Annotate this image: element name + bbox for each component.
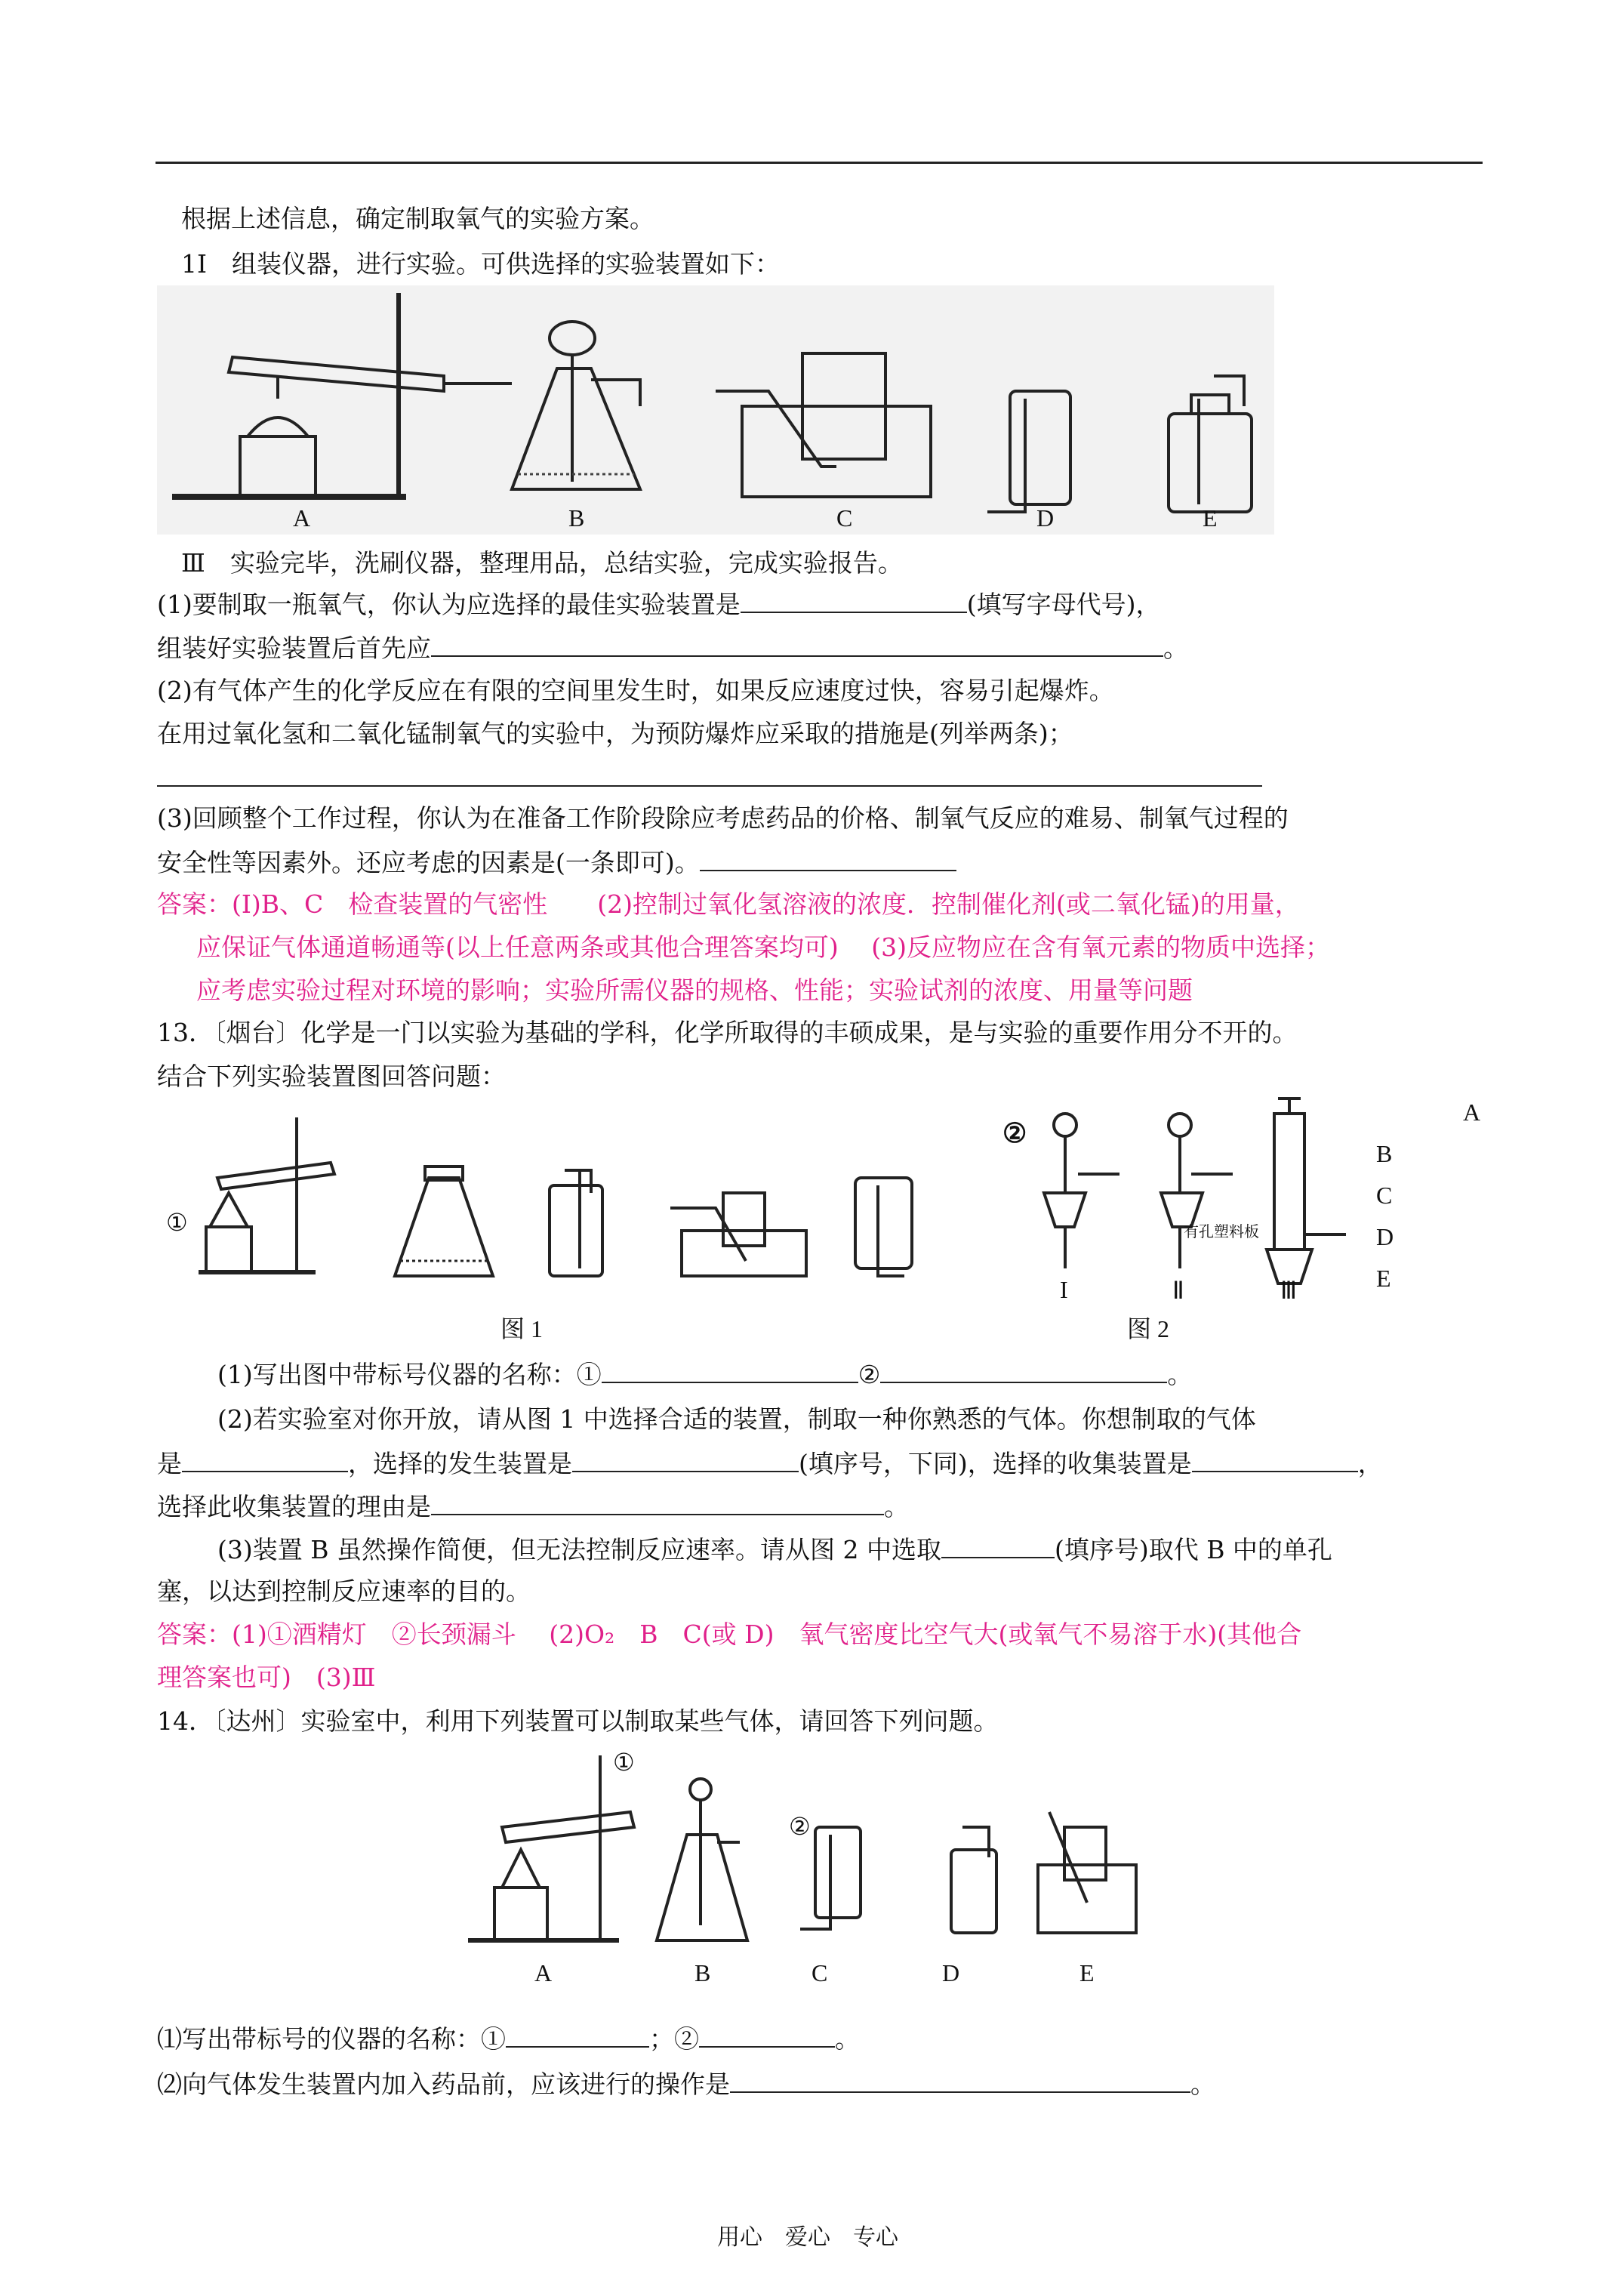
text-line: (2)若实验室对你开放，请从图 1 中选择合适的装置，制取一种你熟悉的气体。你想制取的气体 [217,1404,1256,1434]
figure-label: A [293,504,311,532]
question-line: (3)装置 B 虽然操作简便，但无法控制反应速率。请从图 2 中选取 (填序号)取代 B 中的单孔 [217,1535,1332,1564]
question-line: 组装好实验装置后首先应 。 [157,633,1188,663]
figure-caption: 图 1 [500,1315,544,1342]
figure-label: A [534,1959,553,1986]
figure-label: E [1203,504,1218,532]
figure-label: B [568,504,585,532]
side-label: B [1376,1140,1393,1167]
question-line: ⑵向气体发生装置内加入药品前，应该进行的操作是 。 [157,2069,1215,2099]
side-label: C [1376,1182,1393,1209]
answer-line: 答案：(I)B、C 检查装置的气密性 (2)控制过氧化氢溶液的浓度．控制催化剂(或二氧化锰)的用量， [157,889,1300,919]
question-line: 是 ，选择的发生装置是 (填序号，下同)，选择的收集装置是 ， [157,1449,1383,1478]
page-footer: 用心 爱心 专心 [717,2224,898,2251]
roman-label: I [1060,1276,1068,1303]
figure-label: B [694,1959,711,1986]
blank[interactable] [700,847,956,871]
mark-1: ① [613,1749,635,1776]
apparatus-figure-1 [157,285,1274,535]
side-label: D [1376,1223,1394,1250]
text-line: 结合下列实验装置图回答问题： [157,1062,506,1091]
text-line: 13．〔烟台〕化学是一门以实验为基础的学科，化学所取得的丰硕成果，是与实验的重要作用分不开的。 [157,1018,1298,1047]
figure-label: C [836,504,853,532]
blank[interactable] [941,1534,1055,1558]
blank[interactable] [880,1359,1167,1383]
text-line: Ⅲ 实验完毕，洗刷仪器，整理用品，总结实验，完成实验报告。 [181,548,903,578]
blank[interactable] [157,763,1262,787]
figure-label: D [942,1959,960,1986]
text-line: 在用过氧化氢和二氧化锰制氧气的实验中，为预防爆炸应采取的措施是(列举两条)； [157,719,1073,748]
blank[interactable] [182,1448,348,1472]
plate-label: 有孔塑料板 [1184,1224,1259,1240]
blank[interactable] [572,1448,799,1472]
apparatus-figure-13 [157,1095,1501,1351]
roman-label: Ⅲ [1280,1277,1298,1304]
answer-line: 理答案也可) (3)Ⅲ [157,1663,376,1692]
question-line: (1)要制取一瓶氧气，你认为应选择的最佳实验装置是 (填写字母代号)， [157,590,1161,619]
text-line: 塞，以达到控制反应速率的目的。 [157,1576,531,1606]
text-line: (3)回顾整个工作过程，你认为在准备工作阶段除应考虑药品的价格、制氧气反应的难易、制氧气过程的 [157,803,1289,833]
text-line: 1I 组装仪器，进行实验。可供选择的实验装置如下： [181,249,781,279]
text-line: (2)有气体产生的化学反应在有限的空间里发生时，如果反应速度过快，容易引起爆炸。 [157,676,1114,705]
blank[interactable] [431,633,1163,657]
roman-label: Ⅱ [1172,1277,1184,1304]
side-label: A [1463,1099,1481,1126]
figure-label: C [812,1959,828,1986]
figure-label: D [1036,504,1055,532]
question-line: (1)写出图中带标号仪器的名称：① ② 。 [217,1360,1193,1389]
apparatus-figure-14 [468,1744,1147,1993]
header-rule [156,162,1483,164]
blank[interactable] [699,2023,835,2048]
text-line: 根据上述信息，确定制取氧气的实验方案。 [181,204,654,233]
mark-1: ① [166,1209,188,1236]
answer-line: 应保证气体通道畅通等(以上任意两条或其他合理答案均可) (3)反应物应在含有氧元素的物质中选择； [196,932,1330,962]
question-line: ⑴写出带标号的仪器的名称：① ；② 。 [157,2024,860,2054]
answer-line: 应考虑实验过程对环境的影响；实验所需仪器的规格、性能；实验试剂的浓度、用量等问题 [196,975,1193,1005]
blank[interactable] [1192,1448,1358,1472]
figure-caption: 图 2 [1127,1315,1170,1342]
question-line [157,763,1262,794]
text-line: 14．〔达州〕实验室中，利用下列装置可以制取某些气体，请回答下列问题。 [157,1706,999,1736]
blank[interactable] [431,1491,884,1515]
blank[interactable] [602,1359,858,1383]
side-label: E [1376,1265,1391,1292]
question-line: 选择此收集装置的理由是 。 [157,1492,909,1521]
answer-line: 答案：(1)①酒精灯 ②长颈漏斗 (2)O₂ B C(或 D) 氧气密度比空气大(或氧气不易溶于水)(其他合 [157,1620,1302,1649]
blank[interactable] [730,2069,1190,2093]
mark-2: ② [1002,1118,1027,1148]
figure-label: E [1079,1959,1095,1986]
question-line: 安全性等因素外。还应考虑的因素是(一条即可)。 [157,847,956,878]
blank[interactable] [741,589,967,613]
mark-2: ② [789,1813,811,1840]
blank[interactable] [506,2023,649,2048]
